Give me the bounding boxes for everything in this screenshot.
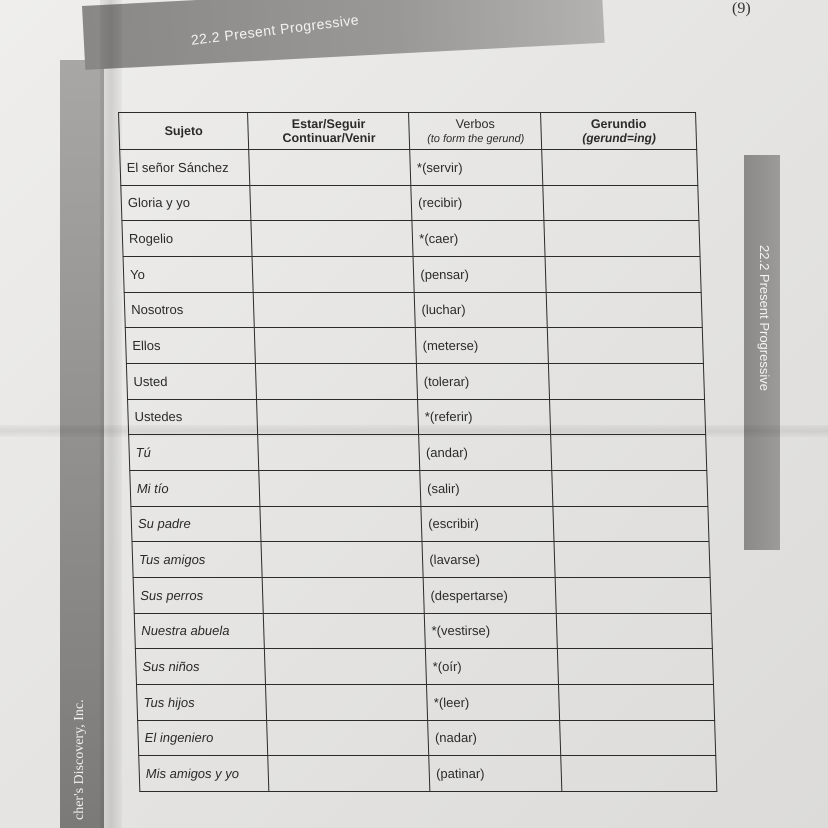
estar-answer-cell[interactable] — [256, 363, 418, 399]
gerund-answer-cell[interactable] — [551, 435, 707, 471]
estar-answer-cell[interactable] — [254, 328, 416, 364]
subject-cell: Rogelio — [122, 221, 252, 257]
subject-cell: Sus niños — [135, 649, 265, 685]
table-row — [138, 720, 716, 756]
table-row — [122, 221, 700, 257]
gerund-answer-cell[interactable] — [553, 506, 709, 542]
estar-answer-cell[interactable] — [253, 292, 415, 328]
estar-answer-cell[interactable] — [258, 435, 420, 471]
column-header-label: Gerundio — [590, 117, 647, 131]
estar-answer-cell[interactable] — [260, 506, 422, 542]
subject-cell: Ellos — [125, 328, 255, 364]
gerund-answer-cell[interactable] — [548, 328, 704, 364]
verb-cell: (pensar) — [413, 256, 546, 292]
subject-cell: Ustedes — [128, 399, 258, 435]
column-header-gerundio — [541, 113, 697, 150]
verb-cell: *(oír) — [426, 649, 559, 685]
table-row — [121, 185, 699, 221]
subject-cell: El ingeniero — [138, 720, 268, 756]
subject-cell: El señor Sánchez — [120, 150, 250, 186]
table-row — [126, 363, 704, 399]
subject-cell: Tú — [129, 435, 259, 471]
verb-cell: (andar) — [419, 435, 552, 471]
column-header-label: Verbos — [455, 116, 495, 131]
table-row — [139, 756, 717, 792]
subject-cell: Tus hijos — [136, 684, 266, 720]
gerund-answer-cell[interactable] — [558, 649, 714, 685]
column-header-sujeto — [119, 113, 249, 150]
verb-cell: *(servir) — [410, 150, 543, 186]
column-header-label: Estar/Seguir — [291, 117, 366, 131]
subject-cell: Tus amigos — [132, 542, 262, 578]
corner-handwritten-mark: (9) — [732, 0, 751, 17]
subject-cell: Yo — [123, 256, 253, 292]
subject-cell: Usted — [126, 363, 256, 399]
estar-answer-cell[interactable] — [267, 720, 429, 756]
subject-cell: Sus perros — [133, 577, 263, 613]
gerund-answer-cell[interactable] — [559, 684, 715, 720]
estar-answer-cell[interactable] — [257, 399, 419, 435]
gerund-answer-cell[interactable] — [547, 292, 703, 328]
table-body — [120, 150, 717, 792]
verb-cell: (recibir) — [411, 185, 544, 221]
verb-cell: *(vestirse) — [425, 613, 558, 649]
table-row — [125, 328, 703, 364]
subject-cell: Nuestra abuela — [134, 613, 264, 649]
estar-answer-cell[interactable] — [261, 542, 423, 578]
table-row — [133, 577, 711, 613]
table-row — [136, 684, 714, 720]
estar-answer-cell[interactable] — [259, 470, 421, 506]
table-row — [130, 470, 708, 506]
verb-cell: (nadar) — [428, 720, 561, 756]
column-header-verbos — [409, 113, 542, 150]
top-decorative-band — [82, 0, 605, 70]
gerund-answer-cell[interactable] — [543, 185, 699, 221]
verb-cell: (luchar) — [414, 292, 547, 328]
table-row — [123, 256, 701, 292]
table-row — [129, 435, 707, 471]
column-header-label: Sujeto — [164, 124, 204, 138]
table-row — [135, 649, 713, 685]
table-row — [128, 399, 706, 435]
estar-answer-cell[interactable] — [249, 150, 411, 186]
gerund-answer-cell[interactable] — [544, 221, 700, 257]
verb-cell: *(leer) — [427, 684, 560, 720]
gerund-answer-cell[interactable] — [560, 720, 716, 756]
gerund-answer-cell[interactable] — [549, 363, 705, 399]
gerund-answer-cell[interactable] — [557, 613, 713, 649]
verb-cell: (lavarse) — [422, 542, 555, 578]
gerund-answer-cell[interactable] — [542, 150, 698, 186]
subject-cell: Mis amigos y yo — [139, 756, 269, 792]
estar-answer-cell[interactable] — [268, 756, 430, 792]
table-row — [132, 542, 710, 578]
band-title: 22.2 Present Progressive — [190, 11, 360, 48]
gerund-answer-cell[interactable] — [546, 256, 702, 292]
table-header-row — [119, 113, 697, 150]
estar-answer-cell[interactable] — [262, 577, 424, 613]
conjugation-table-container — [118, 112, 696, 792]
column-header-sublabel: Continuar/Venir — [282, 131, 376, 145]
table-row — [134, 613, 712, 649]
table-row — [124, 292, 702, 328]
estar-answer-cell[interactable] — [263, 613, 425, 649]
verb-cell: (despertarse) — [423, 577, 556, 613]
estar-answer-cell[interactable] — [250, 185, 412, 221]
subject-cell: Gloria y yo — [121, 185, 251, 221]
side-title: 22.2 Present Progressive — [757, 245, 772, 391]
table-row — [120, 150, 698, 186]
subject-cell: Nosotros — [124, 292, 254, 328]
gerund-answer-cell[interactable] — [552, 470, 708, 506]
column-header-estar — [248, 113, 410, 150]
gerund-answer-cell[interactable] — [554, 542, 710, 578]
verb-cell: (tolerar) — [417, 363, 550, 399]
estar-answer-cell[interactable] — [266, 684, 428, 720]
gerund-answer-cell[interactable] — [561, 756, 717, 792]
verb-cell: (escribir) — [421, 506, 554, 542]
verb-cell: (patinar) — [429, 756, 562, 792]
estar-answer-cell[interactable] — [251, 221, 413, 257]
estar-answer-cell[interactable] — [252, 256, 414, 292]
subject-cell: Mi tío — [130, 470, 260, 506]
verb-cell: (salir) — [420, 470, 553, 506]
estar-answer-cell[interactable] — [265, 649, 427, 685]
table-row — [131, 506, 709, 542]
conjugation-table — [118, 112, 717, 792]
verb-cell: *(referir) — [418, 399, 551, 435]
gerund-answer-cell[interactable] — [550, 399, 706, 435]
column-header-sublabel: (gerund=ing) — [582, 131, 657, 145]
verb-cell: *(caer) — [412, 221, 545, 257]
verb-cell: (meterse) — [416, 328, 549, 364]
subject-cell: Su padre — [131, 506, 261, 542]
publisher-credit: cher's Discovery, Inc. — [72, 699, 87, 820]
column-header-sublabel: (to form the gerund) — [426, 132, 525, 145]
gerund-answer-cell[interactable] — [556, 577, 712, 613]
